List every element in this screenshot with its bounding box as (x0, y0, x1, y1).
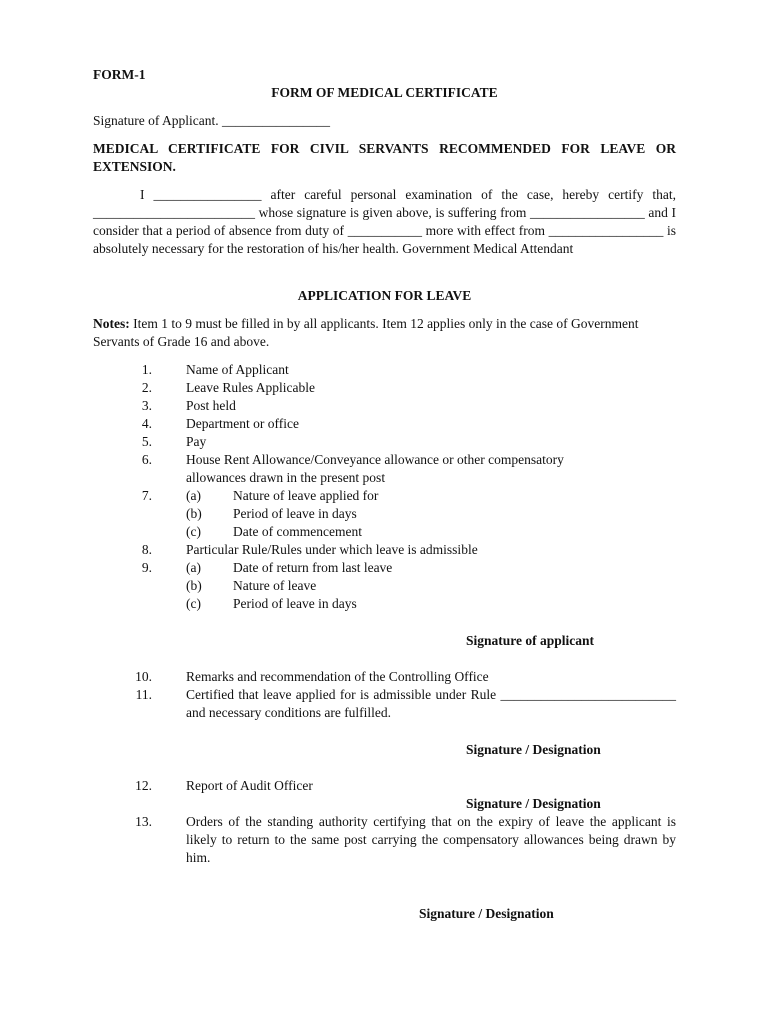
sub-item-text: Period of leave in days (233, 506, 357, 521)
notes-label: Notes: (93, 316, 130, 331)
item-text: Report of Audit Officer (186, 778, 313, 793)
sub-item-label: (c) (186, 596, 201, 611)
item-text: Name of Applicant (186, 362, 289, 377)
item-number: 4. (141, 416, 152, 431)
item-text: House Rent Allowance/Conveyance allowance or other compensatory allowances drawn in the present post (186, 452, 564, 485)
item-text: Remarks and recommendation of the Controlling Office (186, 669, 489, 684)
list-item (93, 777, 676, 795)
list-item (93, 433, 676, 451)
item-text: Orders of the standing authority certifying that on the expiry of leave the applicant is likely to return to the same post carrying the compensatory allowances being drawn by him. (186, 814, 676, 865)
sub-item-text: Nature of leave (233, 578, 317, 593)
sub-item-text: Date of return from last leave (233, 560, 393, 575)
item-number: 11. (135, 687, 152, 702)
list-item (93, 813, 676, 865)
sub-item-text: Nature of leave applied for (233, 488, 379, 503)
item-number: 10. (135, 669, 152, 684)
signature-designation-label: Signature / Designation (466, 742, 601, 757)
sub-item-text: Date of commencement (233, 524, 362, 539)
notes-text: Item 1 to 9 must be filled in by all applicants. Item 12 applies only in the case of Government Servants of Grade 16 and above. (93, 316, 639, 349)
sub-item-label: (b) (186, 506, 202, 521)
item-text: Particular Rule/Rules under which leave is admissible (186, 542, 478, 557)
list-item (93, 541, 676, 559)
item-text: Certified that leave applied for is admissible under Rule __________________________ and necessary conditions are fulfilled. (186, 687, 676, 720)
sub-item-label: (b) (186, 578, 202, 593)
list-item (93, 523, 676, 541)
certificate-heading: MEDICAL CERTIFICATE FOR CIVIL SERVANTS RECOMMENDED FOR LEAVE OR EXTENSION. (93, 141, 676, 174)
item-number: 6. (141, 452, 152, 467)
item-number: 8. (141, 542, 152, 557)
application-heading: APPLICATION FOR LEAVE (297, 288, 472, 303)
list-item (93, 451, 676, 485)
sub-item-text: Period of leave in days (233, 596, 357, 611)
item-number: 9. (141, 560, 152, 575)
notes (93, 315, 676, 351)
signature-designation-label: Signature / Designation (419, 906, 554, 921)
sub-item-label: (a) (186, 560, 201, 575)
item-number: 7. (141, 488, 152, 503)
list-item (93, 505, 676, 523)
item-text: Department or office (186, 416, 299, 431)
list-item (93, 595, 676, 613)
sub-item-label: (a) (186, 488, 201, 503)
list-item (93, 487, 676, 505)
item-number: 1. (141, 362, 152, 377)
list-item (93, 415, 676, 433)
list-item (93, 379, 676, 397)
item-text: Pay (186, 434, 207, 449)
item-text: Post held (186, 398, 236, 413)
signature-designation-label: Signature / Designation (466, 796, 601, 811)
applicant-signature-label: Signature of applicant (466, 633, 595, 648)
item-number: 2. (141, 380, 152, 395)
list-item (93, 686, 676, 720)
item-text: Leave Rules Applicable (186, 380, 315, 395)
list-item (93, 577, 676, 595)
certificate-body: I ________________ after careful personal examination of the case, hereby certify that, ________________________ whose signature is given above, is suffering from _________________ and I consider that a period of absence from duty of ___________ more with effect from _________________ is absolutely necessary for the restoration of his/her health. Government Medical Attendant (93, 187, 676, 256)
item-number: 3. (141, 398, 152, 413)
item-number: 5. (141, 434, 152, 449)
form-title: FORM OF MEDICAL CERTIFICATE (271, 85, 498, 100)
list-item (93, 397, 676, 415)
applicant-signature-line: Signature of Applicant. ________________ (93, 113, 330, 128)
list-item (93, 668, 676, 686)
form-label: FORM-1 (93, 67, 146, 82)
list-item (93, 361, 676, 379)
list-item (93, 559, 676, 577)
sub-item-label: (c) (186, 524, 201, 539)
item-number: 13. (135, 814, 152, 829)
item-number: 12. (135, 778, 152, 793)
